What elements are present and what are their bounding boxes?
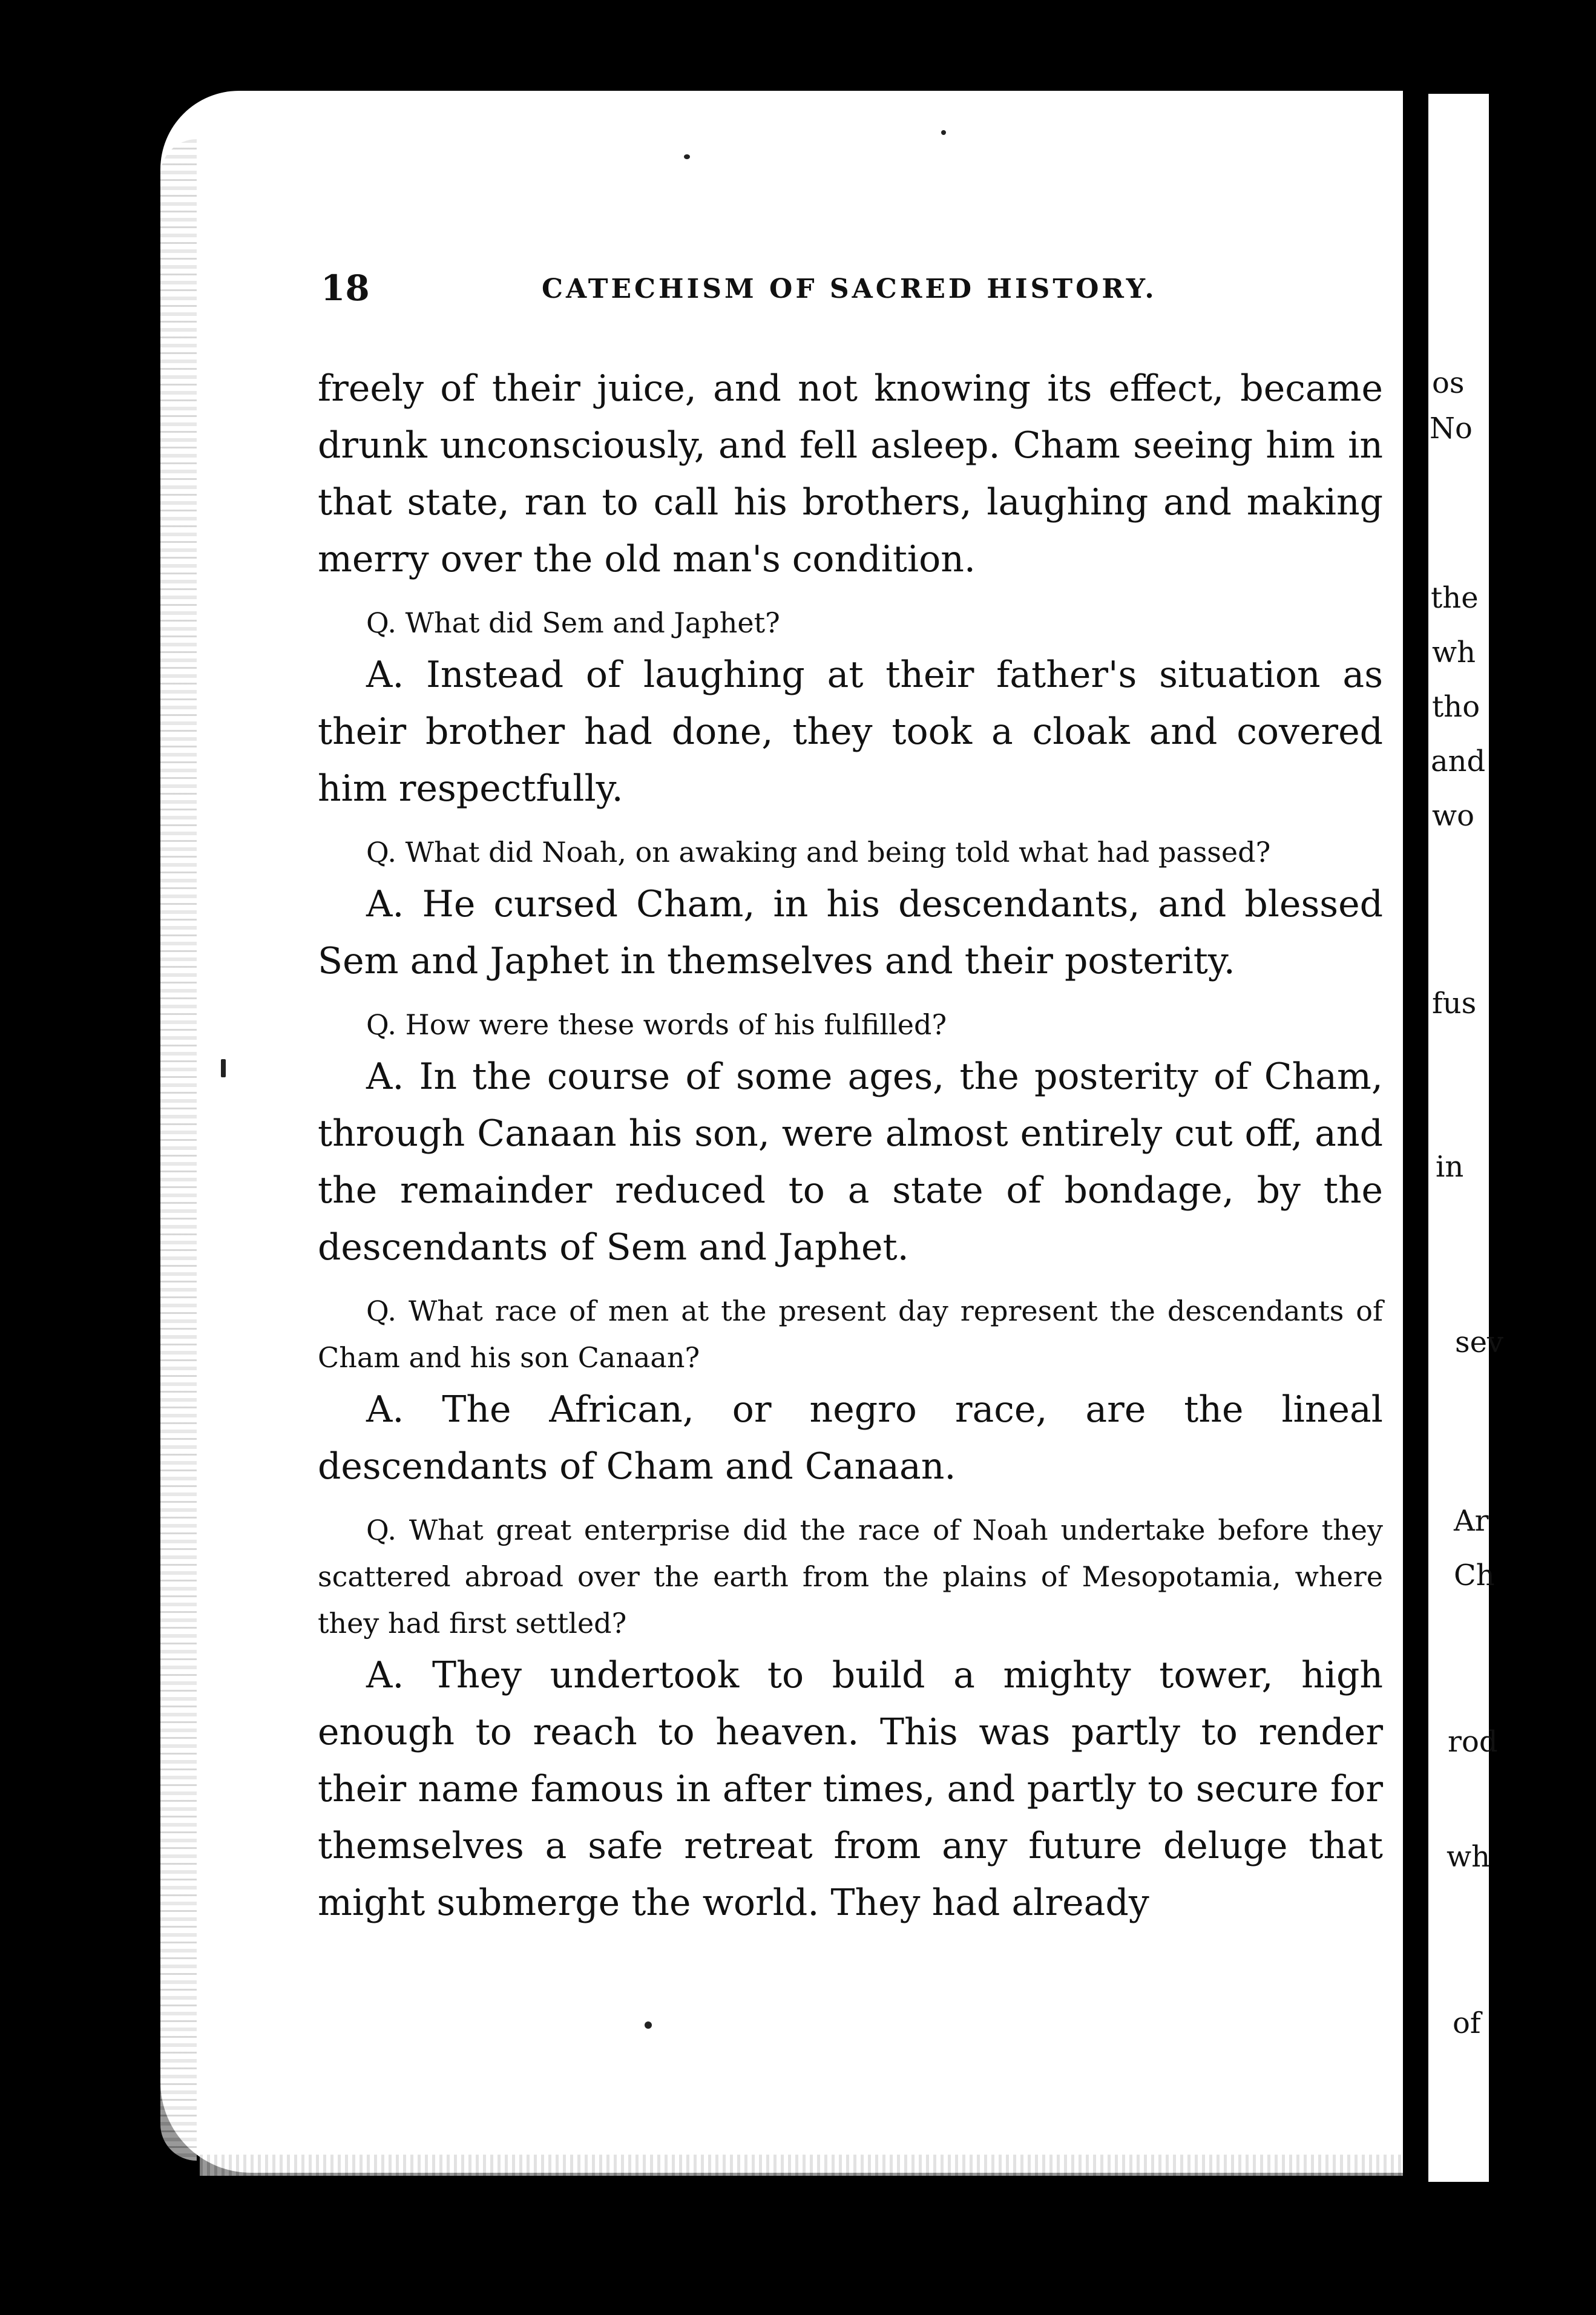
- page-body: [318, 360, 1383, 1931]
- question: Q. What did Sem and Japhet?: [366, 606, 780, 639]
- facing-page-fragment: Ar: [1454, 1504, 1489, 1538]
- facing-page-fragment: wh: [1447, 1840, 1490, 1874]
- facing-page-fragment: tho: [1432, 690, 1480, 724]
- answer: A. In the course of some ages, the posterity of Cham, through Canaan his son, were almost entirely cut off, and the remainder reduced to a state of bondage, by the descendants of Sem and Japhet.: [318, 1056, 1383, 1269]
- qa-block: [318, 600, 1383, 817]
- facing-page-fragment: wh: [1432, 635, 1476, 669]
- qa-block: [318, 1002, 1383, 1276]
- facing-page-fragment: the: [1431, 581, 1479, 615]
- page-edge-shadow: [160, 139, 197, 2161]
- question: Q. How were these words of his fulfilled?: [366, 1008, 947, 1041]
- opening-paragraph: freely of their juice, and not knowing its effect, became drunk unconsciously, and fell asleep. Cham seeing him in that state, ran to call his brothers, laughing and making merry over the old man's condition.: [318, 367, 1383, 580]
- facing-page-fragment: of: [1453, 2006, 1481, 2040]
- answer: A. The African, or negro race, are the lineal descendants of Cham and Canaan.: [318, 1388, 1383, 1488]
- facing-page-fragment: fus: [1432, 987, 1477, 1020]
- facing-page-fragment: wo: [1432, 799, 1474, 833]
- facing-page-fragment: Ch: [1454, 1558, 1495, 1592]
- facing-page-fragment: sev: [1455, 1325, 1504, 1359]
- answer: A. Instead of laughing at their father's situation as their brother had done, they took a cloak and covered him respectfully.: [318, 654, 1383, 810]
- facing-page-fragment: in: [1436, 1150, 1464, 1184]
- question: Q. What did Noah, on awaking and being told what had passed?: [366, 836, 1271, 869]
- qa-block: [318, 1288, 1383, 1495]
- page-bottom-edge: [200, 2155, 1447, 2176]
- running-head: CATECHISM OF SACRED HISTORY.: [542, 274, 1157, 304]
- page-number: 18: [321, 268, 370, 309]
- question: Q. What great enterprise did the race of Noah undertake before they scattered abroad over the earth from the plains of Mesopotamia, where they had first settled?: [318, 1514, 1383, 1640]
- page-header: [321, 268, 1198, 322]
- scan-speck: [645, 2021, 652, 2029]
- facing-page-strip: [1428, 94, 1504, 2182]
- answer: A. He cursed Cham, in his descendants, and blessed Sem and Japhet in themselves and their posterity.: [318, 883, 1383, 982]
- facing-page-fragment: os: [1432, 366, 1465, 400]
- scan-speck: [941, 130, 946, 135]
- facing-page-fragment: No: [1430, 412, 1473, 445]
- qa-block: [318, 829, 1383, 990]
- scan-speck: [221, 1059, 226, 1077]
- facing-page-fragment: and: [1431, 744, 1486, 778]
- scan-speck: [684, 154, 690, 159]
- qa-block: [318, 1507, 1383, 1931]
- facing-page-fragment: rod: [1448, 1725, 1498, 1759]
- question: Q. What race of men at the present day represent the descendants of Cham and his son Canaan?: [318, 1295, 1383, 1374]
- answer: A. They undertook to build a mighty tower, high enough to reach to heaven. This was partly to render their name famous in after times, and partly to secure for themselves a safe retreat from any future deluge that might submerge the world. They had already: [318, 1654, 1383, 1924]
- book-spine: [1403, 91, 1428, 2185]
